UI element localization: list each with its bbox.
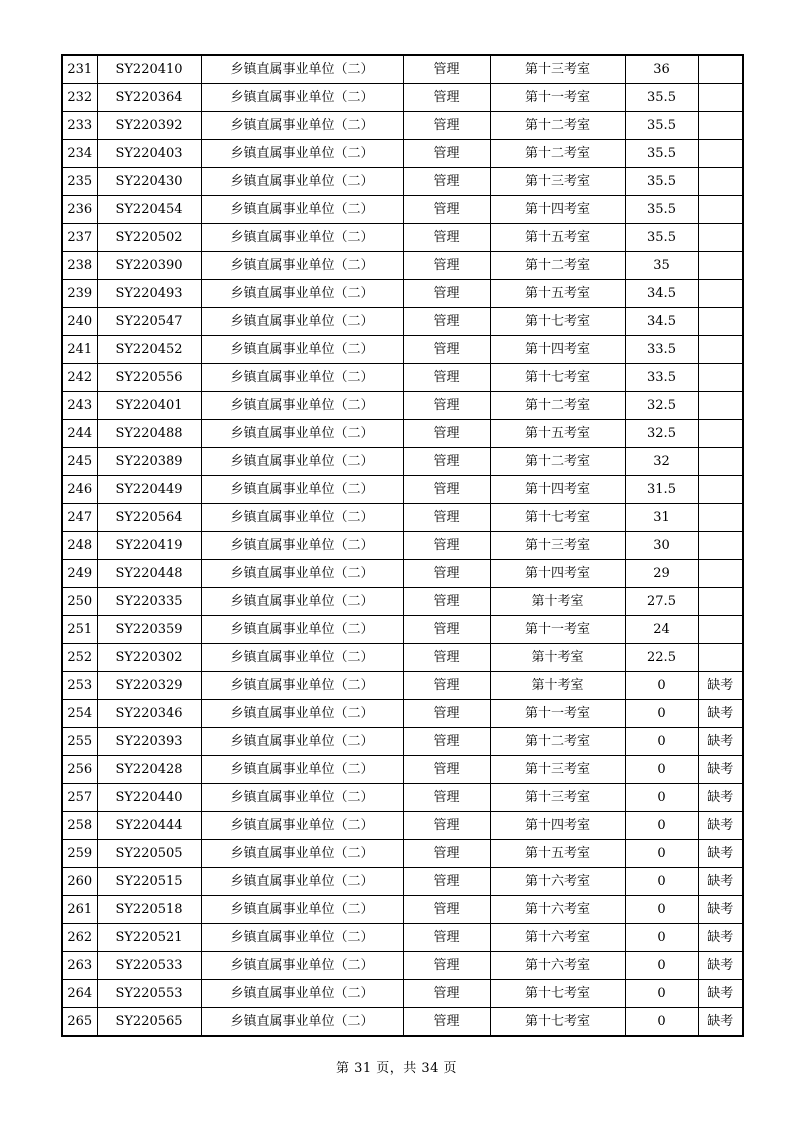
candidate-id-cell: SY220403 (97, 140, 201, 168)
exam-room-cell: 第十三考室 (490, 784, 625, 812)
candidate-id-cell: SY220359 (97, 616, 201, 644)
table-row (62, 644, 743, 672)
table-row (62, 504, 743, 532)
table-row (62, 896, 743, 924)
candidate-id-cell: SY220488 (97, 420, 201, 448)
remark-cell: 缺考 (698, 896, 743, 924)
remark-cell: 缺考 (698, 756, 743, 784)
table-row (62, 448, 743, 476)
row-number-cell: 257 (62, 784, 97, 812)
score-cell: 0 (625, 812, 698, 840)
remark-cell (698, 476, 743, 504)
row-number-cell: 260 (62, 868, 97, 896)
row-number-cell: 243 (62, 392, 97, 420)
exam-room-cell: 第十三考室 (490, 756, 625, 784)
exam-room-cell: 第十六考室 (490, 952, 625, 980)
candidate-id-cell: SY220410 (97, 55, 201, 84)
candidate-id-cell: SY220515 (97, 868, 201, 896)
score-cell: 0 (625, 756, 698, 784)
unit-name-cell: 乡镇直属事业单位（二） (201, 448, 403, 476)
exam-room-cell: 第十二考室 (490, 448, 625, 476)
row-number-cell: 251 (62, 616, 97, 644)
category-cell: 管理 (403, 616, 490, 644)
candidate-id-cell: SY220428 (97, 756, 201, 784)
category-cell: 管理 (403, 924, 490, 952)
table-row (62, 196, 743, 224)
unit-name-cell: 乡镇直属事业单位（二） (201, 924, 403, 952)
exam-room-cell: 第十考室 (490, 588, 625, 616)
unit-name-cell: 乡镇直属事业单位（二） (201, 1008, 403, 1037)
score-cell: 0 (625, 896, 698, 924)
unit-name-cell: 乡镇直属事业单位（二） (201, 588, 403, 616)
category-cell: 管理 (403, 392, 490, 420)
score-cell: 0 (625, 672, 698, 700)
table-row (62, 700, 743, 728)
unit-name-cell: 乡镇直属事业单位（二） (201, 140, 403, 168)
exam-room-cell: 第十一考室 (490, 84, 625, 112)
score-cell: 34.5 (625, 280, 698, 308)
candidate-id-cell: SY220553 (97, 980, 201, 1008)
exam-room-cell: 第十二考室 (490, 252, 625, 280)
candidate-id-cell: SY220452 (97, 336, 201, 364)
remark-cell (698, 196, 743, 224)
candidate-id-cell: SY220329 (97, 672, 201, 700)
exam-room-cell: 第十六考室 (490, 924, 625, 952)
score-cell: 35.5 (625, 140, 698, 168)
score-cell: 0 (625, 840, 698, 868)
table-row (62, 980, 743, 1008)
row-number-cell: 232 (62, 84, 97, 112)
table-row (62, 672, 743, 700)
exam-room-cell: 第十二考室 (490, 728, 625, 756)
remark-cell: 缺考 (698, 1008, 743, 1037)
candidate-id-cell: SY220505 (97, 840, 201, 868)
remark-cell: 缺考 (698, 980, 743, 1008)
candidate-id-cell: SY220335 (97, 588, 201, 616)
unit-name-cell: 乡镇直属事业单位（二） (201, 336, 403, 364)
row-number-cell: 248 (62, 532, 97, 560)
exam-room-cell: 第十七考室 (490, 308, 625, 336)
unit-name-cell: 乡镇直属事业单位（二） (201, 308, 403, 336)
remark-cell: 缺考 (698, 952, 743, 980)
unit-name-cell: 乡镇直属事业单位（二） (201, 168, 403, 196)
table-row (62, 55, 743, 84)
row-number-cell: 256 (62, 756, 97, 784)
table-row (62, 420, 743, 448)
candidate-id-cell: SY220556 (97, 364, 201, 392)
candidate-id-cell: SY220518 (97, 896, 201, 924)
category-cell: 管理 (403, 812, 490, 840)
remark-cell (698, 55, 743, 84)
category-cell: 管理 (403, 224, 490, 252)
candidate-id-cell: SY220302 (97, 644, 201, 672)
candidate-id-cell: SY220430 (97, 168, 201, 196)
category-cell: 管理 (403, 840, 490, 868)
category-cell: 管理 (403, 756, 490, 784)
score-cell: 32.5 (625, 420, 698, 448)
table-row (62, 252, 743, 280)
remark-cell: 缺考 (698, 784, 743, 812)
row-number-cell: 264 (62, 980, 97, 1008)
row-number-cell: 244 (62, 420, 97, 448)
table-row (62, 560, 743, 588)
row-number-cell: 234 (62, 140, 97, 168)
table-row (62, 952, 743, 980)
row-number-cell: 245 (62, 448, 97, 476)
row-number-cell: 255 (62, 728, 97, 756)
row-number-cell: 258 (62, 812, 97, 840)
table-row (62, 84, 743, 112)
unit-name-cell: 乡镇直属事业单位（二） (201, 280, 403, 308)
exam-room-cell: 第十七考室 (490, 364, 625, 392)
score-cell: 29 (625, 560, 698, 588)
category-cell: 管理 (403, 168, 490, 196)
exam-room-cell: 第十四考室 (490, 476, 625, 504)
remark-cell: 缺考 (698, 924, 743, 952)
candidate-id-cell: SY220440 (97, 784, 201, 812)
table-row (62, 756, 743, 784)
table-row (62, 476, 743, 504)
exam-room-cell: 第十一考室 (490, 700, 625, 728)
table-row (62, 308, 743, 336)
exam-room-cell: 第十二考室 (490, 112, 625, 140)
score-cell: 24 (625, 616, 698, 644)
category-cell: 管理 (403, 532, 490, 560)
category-cell: 管理 (403, 504, 490, 532)
remark-cell (698, 616, 743, 644)
candidate-id-cell: SY220564 (97, 504, 201, 532)
row-number-cell: 237 (62, 224, 97, 252)
results-table (61, 54, 744, 1037)
unit-name-cell: 乡镇直属事业单位（二） (201, 980, 403, 1008)
remark-cell (698, 280, 743, 308)
score-cell: 35.5 (625, 168, 698, 196)
score-cell: 31 (625, 504, 698, 532)
exam-room-cell: 第十三考室 (490, 532, 625, 560)
remark-cell: 缺考 (698, 700, 743, 728)
unit-name-cell: 乡镇直属事业单位（二） (201, 812, 403, 840)
unit-name-cell: 乡镇直属事业单位（二） (201, 840, 403, 868)
remark-cell (698, 336, 743, 364)
exam-room-cell: 第十考室 (490, 644, 625, 672)
row-number-cell: 265 (62, 1008, 97, 1037)
score-cell: 0 (625, 868, 698, 896)
table-row (62, 532, 743, 560)
score-cell: 33.5 (625, 364, 698, 392)
candidate-id-cell: SY220521 (97, 924, 201, 952)
row-number-cell: 259 (62, 840, 97, 868)
remark-cell (698, 84, 743, 112)
remark-cell (698, 504, 743, 532)
category-cell: 管理 (403, 420, 490, 448)
unit-name-cell: 乡镇直属事业单位（二） (201, 560, 403, 588)
exam-room-cell: 第十七考室 (490, 980, 625, 1008)
category-cell: 管理 (403, 560, 490, 588)
table-row (62, 784, 743, 812)
table-row (62, 840, 743, 868)
remark-cell: 缺考 (698, 868, 743, 896)
unit-name-cell: 乡镇直属事业单位（二） (201, 252, 403, 280)
unit-name-cell: 乡镇直属事业单位（二） (201, 700, 403, 728)
score-cell: 22.5 (625, 644, 698, 672)
score-cell: 27.5 (625, 588, 698, 616)
remark-cell (698, 308, 743, 336)
unit-name-cell: 乡镇直属事业单位（二） (201, 896, 403, 924)
row-number-cell: 249 (62, 560, 97, 588)
exam-room-cell: 第十三考室 (490, 55, 625, 84)
unit-name-cell: 乡镇直属事业单位（二） (201, 55, 403, 84)
score-cell: 36 (625, 55, 698, 84)
unit-name-cell: 乡镇直属事业单位（二） (201, 224, 403, 252)
remark-cell (698, 224, 743, 252)
exam-room-cell: 第十四考室 (490, 196, 625, 224)
table-row (62, 140, 743, 168)
candidate-id-cell: SY220448 (97, 560, 201, 588)
table-row (62, 728, 743, 756)
remark-cell: 缺考 (698, 812, 743, 840)
score-cell: 0 (625, 1008, 698, 1037)
category-cell: 管理 (403, 896, 490, 924)
exam-room-cell: 第十六考室 (490, 868, 625, 896)
category-cell: 管理 (403, 196, 490, 224)
score-cell: 35.5 (625, 224, 698, 252)
exam-room-cell: 第十一考室 (490, 616, 625, 644)
unit-name-cell: 乡镇直属事业单位（二） (201, 644, 403, 672)
page-footer: 第 31 页，共 34 页 (335, 1061, 458, 1076)
remark-cell (698, 140, 743, 168)
exam-room-cell: 第十五考室 (490, 840, 625, 868)
exam-room-cell: 第十四考室 (490, 336, 625, 364)
exam-room-cell: 第十五考室 (490, 280, 625, 308)
remark-cell (698, 392, 743, 420)
remark-cell (698, 448, 743, 476)
category-cell: 管理 (403, 280, 490, 308)
row-number-cell: 238 (62, 252, 97, 280)
exam-room-cell: 第十五考室 (490, 420, 625, 448)
candidate-id-cell: SY220364 (97, 84, 201, 112)
exam-room-cell: 第十七考室 (490, 504, 625, 532)
remark-cell (698, 364, 743, 392)
row-number-cell: 261 (62, 896, 97, 924)
exam-room-cell: 第十七考室 (490, 1008, 625, 1037)
table-row (62, 1008, 743, 1037)
unit-name-cell: 乡镇直属事业单位（二） (201, 868, 403, 896)
unit-name-cell: 乡镇直属事业单位（二） (201, 616, 403, 644)
score-cell: 31.5 (625, 476, 698, 504)
category-cell: 管理 (403, 644, 490, 672)
unit-name-cell: 乡镇直属事业单位（二） (201, 532, 403, 560)
row-number-cell: 240 (62, 308, 97, 336)
exam-room-cell: 第十四考室 (490, 560, 625, 588)
row-number-cell: 239 (62, 280, 97, 308)
unit-name-cell: 乡镇直属事业单位（二） (201, 84, 403, 112)
remark-cell (698, 420, 743, 448)
category-cell: 管理 (403, 252, 490, 280)
candidate-id-cell: SY220547 (97, 308, 201, 336)
score-cell: 35.5 (625, 112, 698, 140)
unit-name-cell: 乡镇直属事业单位（二） (201, 756, 403, 784)
row-number-cell: 236 (62, 196, 97, 224)
unit-name-cell: 乡镇直属事业单位（二） (201, 784, 403, 812)
category-cell: 管理 (403, 476, 490, 504)
category-cell: 管理 (403, 84, 490, 112)
category-cell: 管理 (403, 112, 490, 140)
row-number-cell: 252 (62, 644, 97, 672)
table-row (62, 280, 743, 308)
category-cell: 管理 (403, 336, 490, 364)
category-cell: 管理 (403, 1008, 490, 1037)
row-number-cell: 241 (62, 336, 97, 364)
candidate-id-cell: SY220502 (97, 224, 201, 252)
table-row (62, 868, 743, 896)
table-row (62, 224, 743, 252)
row-number-cell: 253 (62, 672, 97, 700)
unit-name-cell: 乡镇直属事业单位（二） (201, 476, 403, 504)
table-row (62, 336, 743, 364)
score-cell: 32.5 (625, 392, 698, 420)
candidate-id-cell: SY220493 (97, 280, 201, 308)
row-number-cell: 246 (62, 476, 97, 504)
candidate-id-cell: SY220444 (97, 812, 201, 840)
unit-name-cell: 乡镇直属事业单位（二） (201, 672, 403, 700)
row-number-cell: 262 (62, 924, 97, 952)
unit-name-cell: 乡镇直属事业单位（二） (201, 420, 403, 448)
score-cell: 35 (625, 252, 698, 280)
exam-room-cell: 第十二考室 (490, 392, 625, 420)
category-cell: 管理 (403, 868, 490, 896)
score-cell: 35.5 (625, 196, 698, 224)
category-cell: 管理 (403, 728, 490, 756)
category-cell: 管理 (403, 55, 490, 84)
row-number-cell: 242 (62, 364, 97, 392)
score-cell: 30 (625, 532, 698, 560)
row-number-cell: 250 (62, 588, 97, 616)
candidate-id-cell: SY220346 (97, 700, 201, 728)
score-cell: 0 (625, 980, 698, 1008)
score-cell: 0 (625, 924, 698, 952)
remark-cell (698, 560, 743, 588)
candidate-id-cell: SY220419 (97, 532, 201, 560)
score-cell: 34.5 (625, 308, 698, 336)
candidate-id-cell: SY220449 (97, 476, 201, 504)
category-cell: 管理 (403, 980, 490, 1008)
remark-cell (698, 588, 743, 616)
score-cell: 0 (625, 952, 698, 980)
score-cell: 32 (625, 448, 698, 476)
remark-cell (698, 168, 743, 196)
exam-room-cell: 第十二考室 (490, 140, 625, 168)
category-cell: 管理 (403, 448, 490, 476)
candidate-id-cell: SY220393 (97, 728, 201, 756)
unit-name-cell: 乡镇直属事业单位（二） (201, 392, 403, 420)
candidate-id-cell: SY220565 (97, 1008, 201, 1037)
table-row (62, 924, 743, 952)
remark-cell (698, 112, 743, 140)
exam-room-cell: 第十五考室 (490, 224, 625, 252)
exam-room-cell: 第十三考室 (490, 168, 625, 196)
category-cell: 管理 (403, 784, 490, 812)
category-cell: 管理 (403, 140, 490, 168)
category-cell: 管理 (403, 308, 490, 336)
candidate-id-cell: SY220401 (97, 392, 201, 420)
table-row (62, 588, 743, 616)
remark-cell (698, 252, 743, 280)
table-row (62, 168, 743, 196)
row-number-cell: 233 (62, 112, 97, 140)
unit-name-cell: 乡镇直属事业单位（二） (201, 196, 403, 224)
score-cell: 35.5 (625, 84, 698, 112)
category-cell: 管理 (403, 700, 490, 728)
table-row (62, 112, 743, 140)
score-cell: 0 (625, 700, 698, 728)
score-cell: 0 (625, 784, 698, 812)
remark-cell: 缺考 (698, 840, 743, 868)
exam-room-cell: 第十四考室 (490, 812, 625, 840)
category-cell: 管理 (403, 364, 490, 392)
category-cell: 管理 (403, 588, 490, 616)
score-cell: 33.5 (625, 336, 698, 364)
candidate-id-cell: SY220454 (97, 196, 201, 224)
remark-cell: 缺考 (698, 728, 743, 756)
unit-name-cell: 乡镇直属事业单位（二） (201, 504, 403, 532)
unit-name-cell: 乡镇直属事业单位（二） (201, 364, 403, 392)
table-row (62, 392, 743, 420)
row-number-cell: 247 (62, 504, 97, 532)
score-cell: 0 (625, 728, 698, 756)
row-number-cell: 235 (62, 168, 97, 196)
exam-room-cell: 第十六考室 (490, 896, 625, 924)
remark-cell: 缺考 (698, 672, 743, 700)
remark-cell (698, 532, 743, 560)
remark-cell (698, 644, 743, 672)
row-number-cell: 263 (62, 952, 97, 980)
row-number-cell: 254 (62, 700, 97, 728)
candidate-id-cell: SY220533 (97, 952, 201, 980)
table-row (62, 364, 743, 392)
category-cell: 管理 (403, 672, 490, 700)
candidate-id-cell: SY220389 (97, 448, 201, 476)
unit-name-cell: 乡镇直属事业单位（二） (201, 728, 403, 756)
unit-name-cell: 乡镇直属事业单位（二） (201, 112, 403, 140)
candidate-id-cell: SY220392 (97, 112, 201, 140)
category-cell: 管理 (403, 952, 490, 980)
candidate-id-cell: SY220390 (97, 252, 201, 280)
table-row (62, 616, 743, 644)
table-row (62, 812, 743, 840)
row-number-cell: 231 (62, 55, 97, 84)
unit-name-cell: 乡镇直属事业单位（二） (201, 952, 403, 980)
exam-room-cell: 第十考室 (490, 672, 625, 700)
